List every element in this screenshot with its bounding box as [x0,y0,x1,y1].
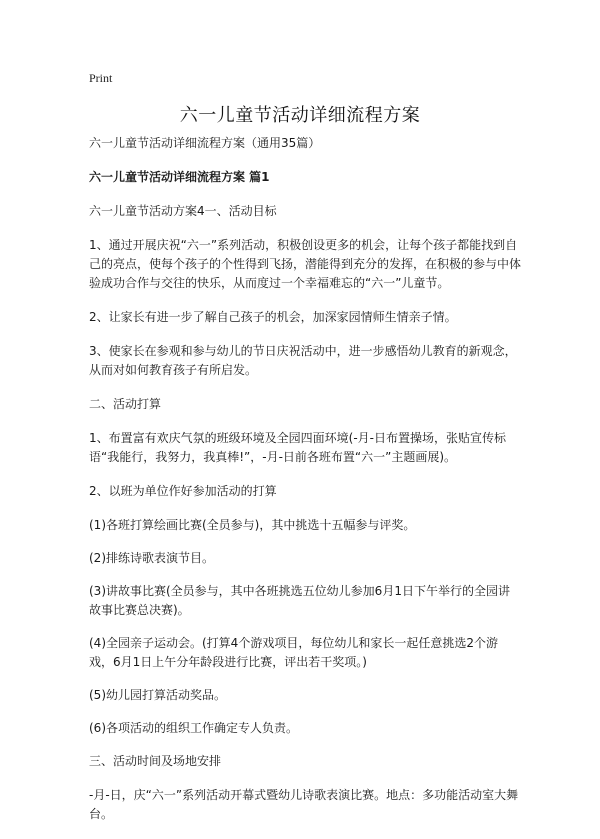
paragraph: 1、通过开展庆祝“六一”系列活动，积极创设更多的机会，让每个孩子都能找到自己的亮点，使每个孩子的个性得到飞扬，潜能得到充分的发挥，在积极的参与中体验成功合作与交往的快乐，从而度过一个幸福难忘的“六一”儿童节。 [89,238,522,290]
paragraph: 2、以班为单位作好参加活动的打算 [89,484,277,498]
list-item: (3)讲故事比赛(全员参与，其中各班挑选五位幼儿参加6月1日下午举行的全园讲故事比赛总决赛)。 [89,584,510,617]
paragraph: 六一儿童节活动方案4一、活动目标 [89,204,277,218]
section-heading: 六一儿童节活动详细流程方案 篇1 [89,170,270,184]
list-item: (5)幼儿园打算活动奖品。 [89,688,226,702]
paragraph: 3、使家长在参观和参与幼儿的节日庆祝活动中，进一步感悟幼儿教育的新观念，从而对如何教育孩子有所启发。 [89,344,517,377]
subtitle: 六一儿童节活动详细流程方案（通用35篇） [89,136,321,150]
section-heading: 三、活动时间及场地安排 [89,754,222,768]
paragraph: -月-日，庆“六一”系列活动开幕式暨幼儿诗歌表演比赛。地点：多功能活动室大舞台。 [89,788,519,821]
list-item: (6)各项活动的组织工作确定专人负责。 [89,721,298,735]
paragraph: 2、让家长有进一步了解自己孩子的机会，加深家园情师生情亲子情。 [89,310,457,324]
list-item: (2)排练诗歌表演节目。 [89,551,214,565]
section-heading: 二、活动打算 [89,397,162,411]
list-item: (1)各班打算绘画比赛(全员参与)，其中挑选十五幅参与评奖。 [89,518,416,532]
document-title: 六一儿童节活动详细流程方案 [179,105,421,126]
document-body [89,134,521,839]
print-link[interactable]: Print [89,71,113,85]
paragraph: 1、布置富有欢庆气氛的班级环境及全园四面环境(-月-日布置操场，张贴宣传标语“我能行，我努力，我真棒!”，-月-日前各班布置“六一”主题画展)。 [89,431,506,464]
list-item: (4)全园亲子运动会。(打算4个游戏项目，每位幼儿和家长一起任意挑选2个游戏，6月1日上午分年龄段进行比赛，评出若干奖项。) [89,636,498,669]
